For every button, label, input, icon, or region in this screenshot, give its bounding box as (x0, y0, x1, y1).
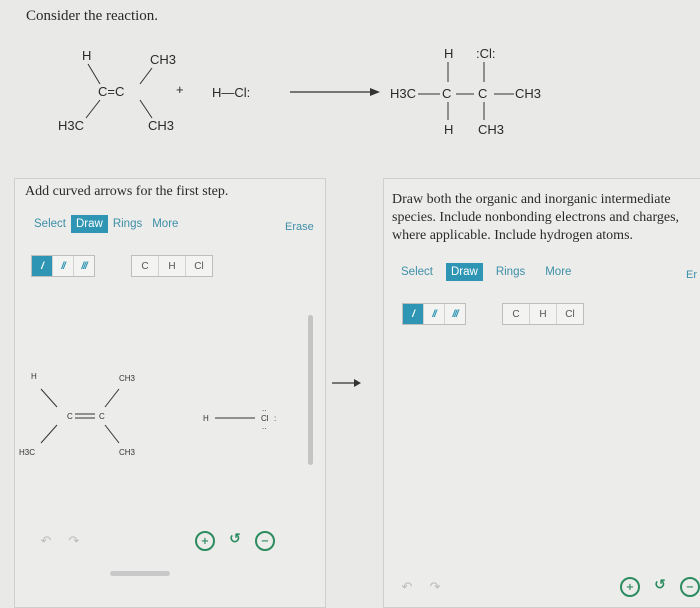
erase-button[interactable]: Erase (285, 221, 314, 233)
tool-tabs (29, 215, 183, 233)
carbon-tool[interactable]: C (132, 256, 159, 276)
reaction-scheme (0, 40, 700, 150)
redo-icon[interactable]: ↷ (68, 533, 80, 549)
reset-view-icon[interactable]: ↺ (229, 531, 241, 547)
product-h3c: H3C (390, 86, 417, 101)
single-bond-tool[interactable]: / (32, 256, 53, 276)
product-ch3-bottom: CH3 (478, 122, 505, 137)
tab-draw[interactable]: Draw (71, 215, 108, 233)
tab-rings[interactable]: Rings (495, 266, 526, 278)
carbon-tool[interactable]: C (503, 304, 530, 324)
canvas-hcl-h: H (203, 414, 209, 423)
panel-title-line-1: Draw both the organic and inorganic intermediate (392, 192, 671, 207)
plus-sign: + (176, 82, 184, 97)
chlorine-tool[interactable]: Cl (194, 260, 204, 272)
tab-more[interactable]: More (152, 218, 179, 230)
product-c2: C (478, 86, 488, 101)
product-cl: :Cl: (476, 46, 496, 61)
product-h-top: H (444, 46, 454, 61)
canvas-c1: C (67, 412, 73, 421)
canvas-lone-pair-bottom: .. (262, 422, 267, 431)
reactant-h: H (82, 48, 92, 63)
drawing-canvas[interactable] (15, 359, 315, 469)
step-arrow-icon (330, 376, 362, 390)
panel-title: Add curved arrows for the first step. (25, 184, 229, 199)
zoom-in-icon[interactable]: + (620, 577, 640, 597)
canvas-ch3-top: CH3 (119, 374, 136, 383)
canvas-h3c: H3C (19, 448, 36, 457)
hydrogen-tool[interactable]: H (530, 304, 557, 324)
undo-icon[interactable]: ↶ (401, 579, 413, 595)
reactant-ch3-top: CH3 (150, 52, 177, 67)
drawing-canvas[interactable] (384, 339, 700, 559)
product-c1: C (442, 86, 452, 101)
chlorine-tool[interactable]: Cl (565, 308, 575, 320)
zoom-controls (620, 577, 700, 597)
undo-icon[interactable]: ↶ (40, 533, 52, 549)
reactant-ch3-bottom: CH3 (148, 118, 175, 133)
product-h-bottom: H (444, 122, 454, 137)
zoom-out-icon[interactable]: − (255, 531, 275, 551)
canvas-hcl-cl: Cl (261, 414, 269, 423)
panel-title-line-3: where applicable. Include hydrogen atoms. (392, 228, 634, 243)
zoom-in-icon[interactable]: + (195, 531, 215, 551)
undo-redo-group (396, 577, 446, 597)
horizontal-scrollbar[interactable] (110, 571, 170, 576)
canvas-h: H (31, 372, 37, 381)
hcl-reactant: H—Cl: (212, 85, 251, 100)
hydrogen-tool[interactable]: H (159, 256, 186, 276)
canvas-lone-pair-top: .. (262, 404, 267, 413)
tab-select[interactable]: Select (34, 218, 66, 230)
panel-title-line-2: species. Include nonbonding electrons and charges, (392, 210, 680, 225)
bond-toolbar (402, 303, 466, 325)
curved-arrow-panel (14, 178, 326, 608)
element-toolbar (131, 255, 213, 277)
tab-select[interactable]: Select (401, 266, 433, 278)
vertical-scrollbar[interactable] (308, 315, 313, 465)
reaction-svg (0, 40, 700, 150)
single-bond-tool[interactable]: / (403, 304, 424, 324)
double-bond-tool[interactable]: // (424, 304, 445, 324)
double-bond-tool[interactable]: // (53, 256, 74, 276)
tool-tabs (396, 263, 576, 281)
triple-bond-tool[interactable]: /// (81, 260, 87, 272)
element-toolbar (502, 303, 584, 325)
page-heading: Consider the reaction. (26, 8, 159, 24)
reactant-h3c: H3C (58, 118, 85, 133)
product-ch3-right: CH3 (515, 86, 542, 101)
triple-bond-tool[interactable]: /// (452, 308, 458, 320)
zoom-controls (195, 531, 275, 551)
tab-more[interactable]: More (545, 266, 572, 278)
canvas-ch3-bottom: CH3 (119, 448, 136, 457)
reactant-double-bond: C=C (98, 84, 125, 99)
canvas-c2: C (99, 412, 105, 421)
canvas-lone-pair-right: : (274, 414, 277, 423)
bond-toolbar (31, 255, 95, 277)
intermediate-panel (383, 178, 700, 608)
tab-rings[interactable]: Rings (112, 218, 143, 230)
tab-draw[interactable]: Draw (446, 263, 483, 281)
undo-redo-group (35, 531, 85, 551)
redo-icon[interactable]: ↷ (429, 579, 441, 595)
reset-view-icon[interactable]: ↺ (654, 577, 666, 593)
erase-button[interactable]: Er (686, 269, 697, 281)
zoom-out-icon[interactable]: − (680, 577, 700, 597)
